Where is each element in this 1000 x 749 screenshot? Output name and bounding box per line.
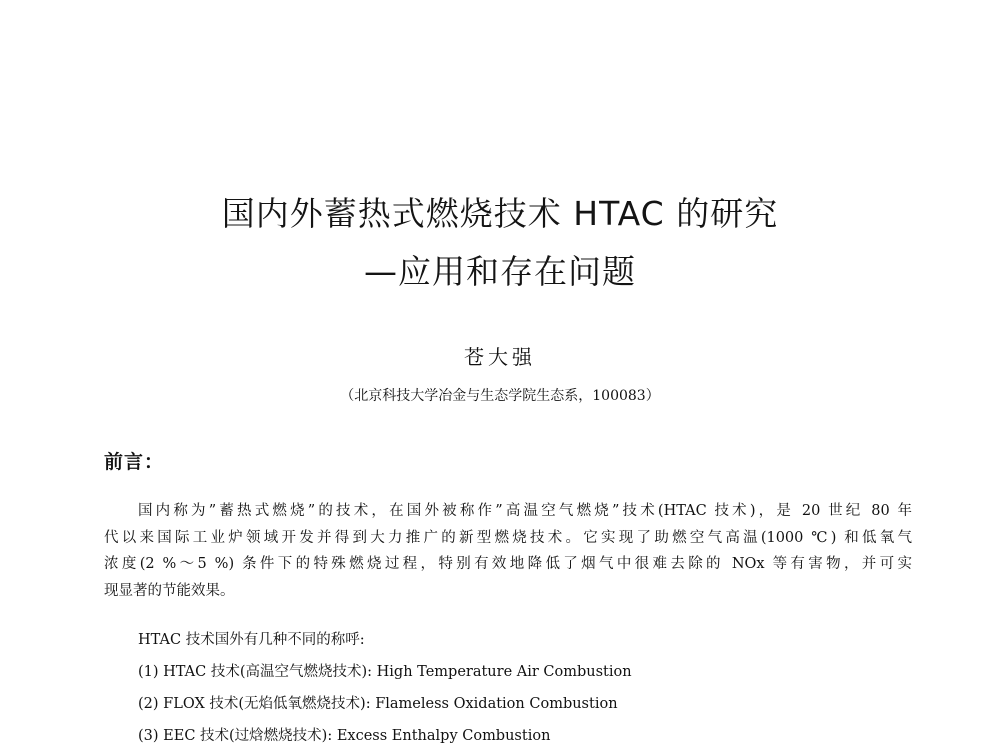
author-affiliation: （北京科技大学冶金与生态学院生态系，100083） (340, 388, 660, 404)
paragraph-line: 现显著的节能效果。 (104, 582, 235, 599)
paragraph-line: 代以来国际工业炉领域开发并得到大力推广的新型燃烧技术。它实现了助燃空气高温(1000 ℃) 和低氧气 (104, 529, 912, 546)
paragraph-line: 国内称为”蓄热式燃烧”的技术，在国外被称作”高温空气燃烧”技术(HTAC 技术)，是 20 世纪 80 年 (138, 503, 912, 519)
list-item: (1) HTAC 技术(高温空气燃烧技术): High Temperature Air Combustion (138, 664, 632, 680)
author-name: 苍大强 (464, 345, 536, 369)
paper-title-line-2: —应用和存在问题 (364, 252, 636, 291)
list-item: (2) FLOX 技术(无焰低氧燃烧技术): Flameless Oxidation Combustion (138, 696, 618, 712)
intro-paragraph (104, 498, 912, 604)
list-item: (3) EEC 技术(过焓燃烧技术): Excess Enthalpy Combustion (138, 728, 551, 744)
names-intro: HTAC 技术国外有几种不同的称呼: (138, 632, 365, 648)
section-heading: 前言： (104, 451, 165, 473)
paper-title-line-1: 国内外蓄热式燃烧技术 HTAC 的研究 (221, 194, 779, 233)
paragraph-line: 浓度(2 %～5 %) 条件下的特殊燃烧过程，特别有效地降低了烟气中很难去除的 NOx 等有害物，并可实 (104, 556, 912, 573)
